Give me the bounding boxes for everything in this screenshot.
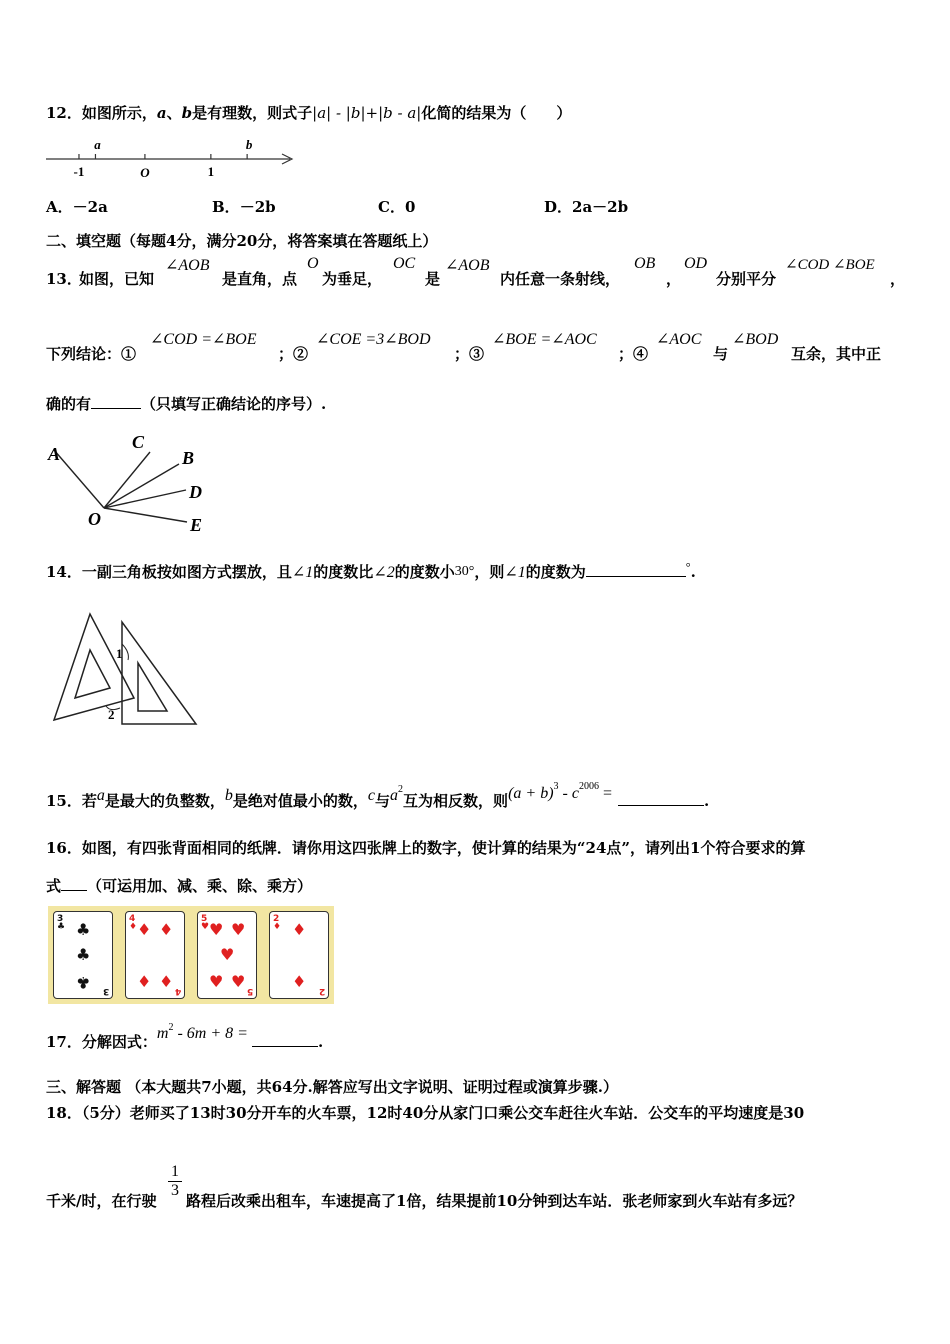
q17-stem: 17．分解因式：$m^2 - 6m + 8$ = . <box>46 1022 324 1051</box>
q13-line2-end: 互余，其中正 <box>791 345 882 363</box>
angle-1-arc <box>122 644 128 660</box>
card-2-corner-diamond-icon: ♦ <box>273 922 282 932</box>
card-3-pip-top-club-icon: ♣ <box>76 920 91 939</box>
number-line-figure <box>40 132 310 182</box>
q13-conclusion-1: ∠COD =∠BOE <box>150 331 257 348</box>
q13-num: 13． <box>46 270 82 288</box>
q16-cards-panel <box>48 906 334 1004</box>
q13-conclusion-3: ∠BOE =∠AOC <box>492 331 597 348</box>
q13-math-o: O <box>307 255 319 272</box>
q13-math-aob-2: ∠AOB <box>445 257 490 274</box>
q16-line2: 式 （可运用加、减、乘、除、乘方） <box>46 877 313 895</box>
q13-text-5: 内任意一条射线， <box>500 270 621 288</box>
ray-oe <box>104 508 187 522</box>
card-4-pip-tr-diamond-icon: ♦ <box>159 920 174 939</box>
card-5-hearts[interactable] <box>197 911 257 999</box>
card-5-pip-tl-heart-icon: ♥ <box>209 920 224 939</box>
q13-conclusion-4b: ∠BOD <box>732 331 779 348</box>
q12-option-b[interactable]: B．－2b <box>212 198 276 216</box>
q18-fraction <box>168 1163 182 1200</box>
q13-text-4: 是 <box>425 270 441 288</box>
label-o: O <box>88 509 101 529</box>
q12-option-c[interactable]: C．0 <box>378 198 416 216</box>
q18-line2a: 千米/时，在行驶 <box>46 1192 157 1210</box>
q13-conclusion-2: ∠COE =3∠BOD <box>316 331 431 348</box>
q13-text-3: 为垂足， <box>322 270 383 288</box>
q13-math-od: OD <box>684 255 708 272</box>
set-square-right-outer <box>122 622 196 724</box>
section2-title: 二、填空题（每题4分，满分20分，将答案填在答题纸上） <box>46 232 438 250</box>
card-5-corner-heart-icon: ♥ <box>201 922 210 932</box>
card-3-corner-club-icon: ♣ <box>57 922 66 932</box>
card-4-pip-tl-diamond-icon: ♦ <box>137 920 152 939</box>
card-3-rank-top: 3 <box>57 914 64 924</box>
q13-sep-3: ；③ <box>454 345 485 363</box>
card-4-corner-diamond-icon: ♦ <box>129 922 138 932</box>
label-c: C <box>132 432 145 452</box>
card-3-pip-mid-club-icon: ♣ <box>76 945 91 964</box>
q14-stem: 14．一副三角板按如图方式摆放，且∠1的度数比∠2的度数小30°，则∠1的度数为 °. <box>46 560 696 581</box>
q18-fraction-denominator: 3 <box>168 1181 182 1200</box>
q13-and: 与 <box>713 345 729 363</box>
section3-title: 三、解答题 （本大题共7小题，共64分.解答应写出文字说明、证明过程或演算步骤.） <box>46 1078 618 1096</box>
q13-text-2: 是直角，点 <box>222 270 298 288</box>
q13-math-aob: ∠AOB <box>165 257 210 274</box>
angle-2-label: 2 <box>108 707 115 722</box>
card-3-pip-bottom-club-icon: ♣ <box>76 973 91 992</box>
q18-line1: 18．（5分）老师买了13时30分开车的火车票，12时40分从家门口乘公交车赶往火车站．公交车的平均速度是30 <box>46 1104 805 1122</box>
q13-math-oc: OC <box>393 255 416 272</box>
tick-label-origin: O <box>140 165 150 180</box>
q13-math-ob: OB <box>634 255 656 272</box>
set-square-left-inner <box>75 650 110 698</box>
card-3-rank-bottom: 3 <box>102 986 109 996</box>
q13-text-6: 分别平分 <box>716 270 777 288</box>
card-2-diamonds[interactable] <box>269 911 329 999</box>
q14-set-squares-figure <box>50 608 205 730</box>
q13-comma-2: ， <box>890 270 906 288</box>
card-2-pip-bottom-diamond-icon: ♦ <box>292 972 307 991</box>
q12-option-d[interactable]: D．2a－2b <box>544 198 629 216</box>
q16-answer-blank[interactable] <box>61 875 87 891</box>
q14-answer-blank[interactable] <box>586 561 686 577</box>
point-b-label: b <box>245 137 253 152</box>
angle-1-label: 1 <box>116 646 123 661</box>
tick-label-neg1: -1 <box>73 164 85 179</box>
q15-answer-blank[interactable] <box>618 790 704 806</box>
card-4-pip-bl-diamond-icon: ♦ <box>137 972 152 991</box>
point-a-label: a <box>94 137 101 152</box>
q13-conclusion-4a: ∠AOC <box>656 331 702 348</box>
q12-stem: 12．如图所示，a、b是有理数，则式子|a| - |b|+|b - a|化简的结果为（ ） <box>46 104 572 122</box>
label-a: A <box>48 444 61 464</box>
q17-answer-blank[interactable] <box>252 1031 318 1047</box>
label-e: E <box>190 515 203 535</box>
label-d: D <box>189 482 202 502</box>
q13-sep-2: ；② <box>278 345 309 363</box>
card-5-rank-bottom: 5 <box>246 986 253 996</box>
card-5-pip-tr-heart-icon: ♥ <box>231 920 246 939</box>
card-5-pip-mid-heart-icon: ♥ <box>220 945 235 964</box>
q15-stem: 15．若a是最大的负整数，b是绝对值最小的数，c与$a^2$互为相反数，则$(a + b)^3 - c^{2006}$ = . <box>46 781 710 810</box>
q13-answer-blank[interactable] <box>91 393 141 409</box>
q13-math-cod-boe: ∠COD ∠BOE <box>785 257 875 273</box>
card-2-rank-bottom: 2 <box>318 986 325 996</box>
card-5-rank-top: 5 <box>201 914 208 924</box>
q13-sep-4: ；④ <box>618 345 649 363</box>
ray-ob <box>104 464 179 508</box>
tick-label-one: 1 <box>207 164 215 179</box>
card-3-clubs[interactable] <box>53 911 113 999</box>
card-5-pip-bl-heart-icon: ♥ <box>209 972 224 991</box>
q13-line3: 确的有 （只填写正确结论的序号）. <box>46 395 327 413</box>
card-4-rank-bottom: 4 <box>174 986 181 996</box>
card-4-diamonds[interactable] <box>125 911 185 999</box>
q13-conclusions-lead: 下列结论：① <box>46 345 137 363</box>
card-4-rank-top: 4 <box>129 914 136 924</box>
set-square-right-inner <box>138 663 167 711</box>
q13-comma-1: ， <box>666 270 682 288</box>
q16-line1: 16．如图，有四张背面相同的纸牌．请你用这四张牌上的数字，使计算的结果为“24点”，请列出1个符合要求的算 <box>46 839 806 857</box>
card-4-pip-br-diamond-icon: ♦ <box>159 972 174 991</box>
q13-angle-figure <box>44 428 224 538</box>
card-5-pip-br-heart-icon: ♥ <box>231 972 246 991</box>
q18-fraction-numerator: 1 <box>171 1163 179 1180</box>
label-b: B <box>182 448 195 468</box>
q12-option-a[interactable]: A．－2a <box>46 198 108 216</box>
q18-line2b: 路程后改乘出租车，车速提高了1倍，结果提前10分钟到达车站．张老师家到火车站有多远？ <box>186 1192 803 1210</box>
card-2-rank-top: 2 <box>273 914 280 924</box>
ray-oa <box>54 450 104 508</box>
q13-text-1: 如图，已知 <box>79 270 155 288</box>
card-2-pip-top-diamond-icon: ♦ <box>292 920 307 939</box>
